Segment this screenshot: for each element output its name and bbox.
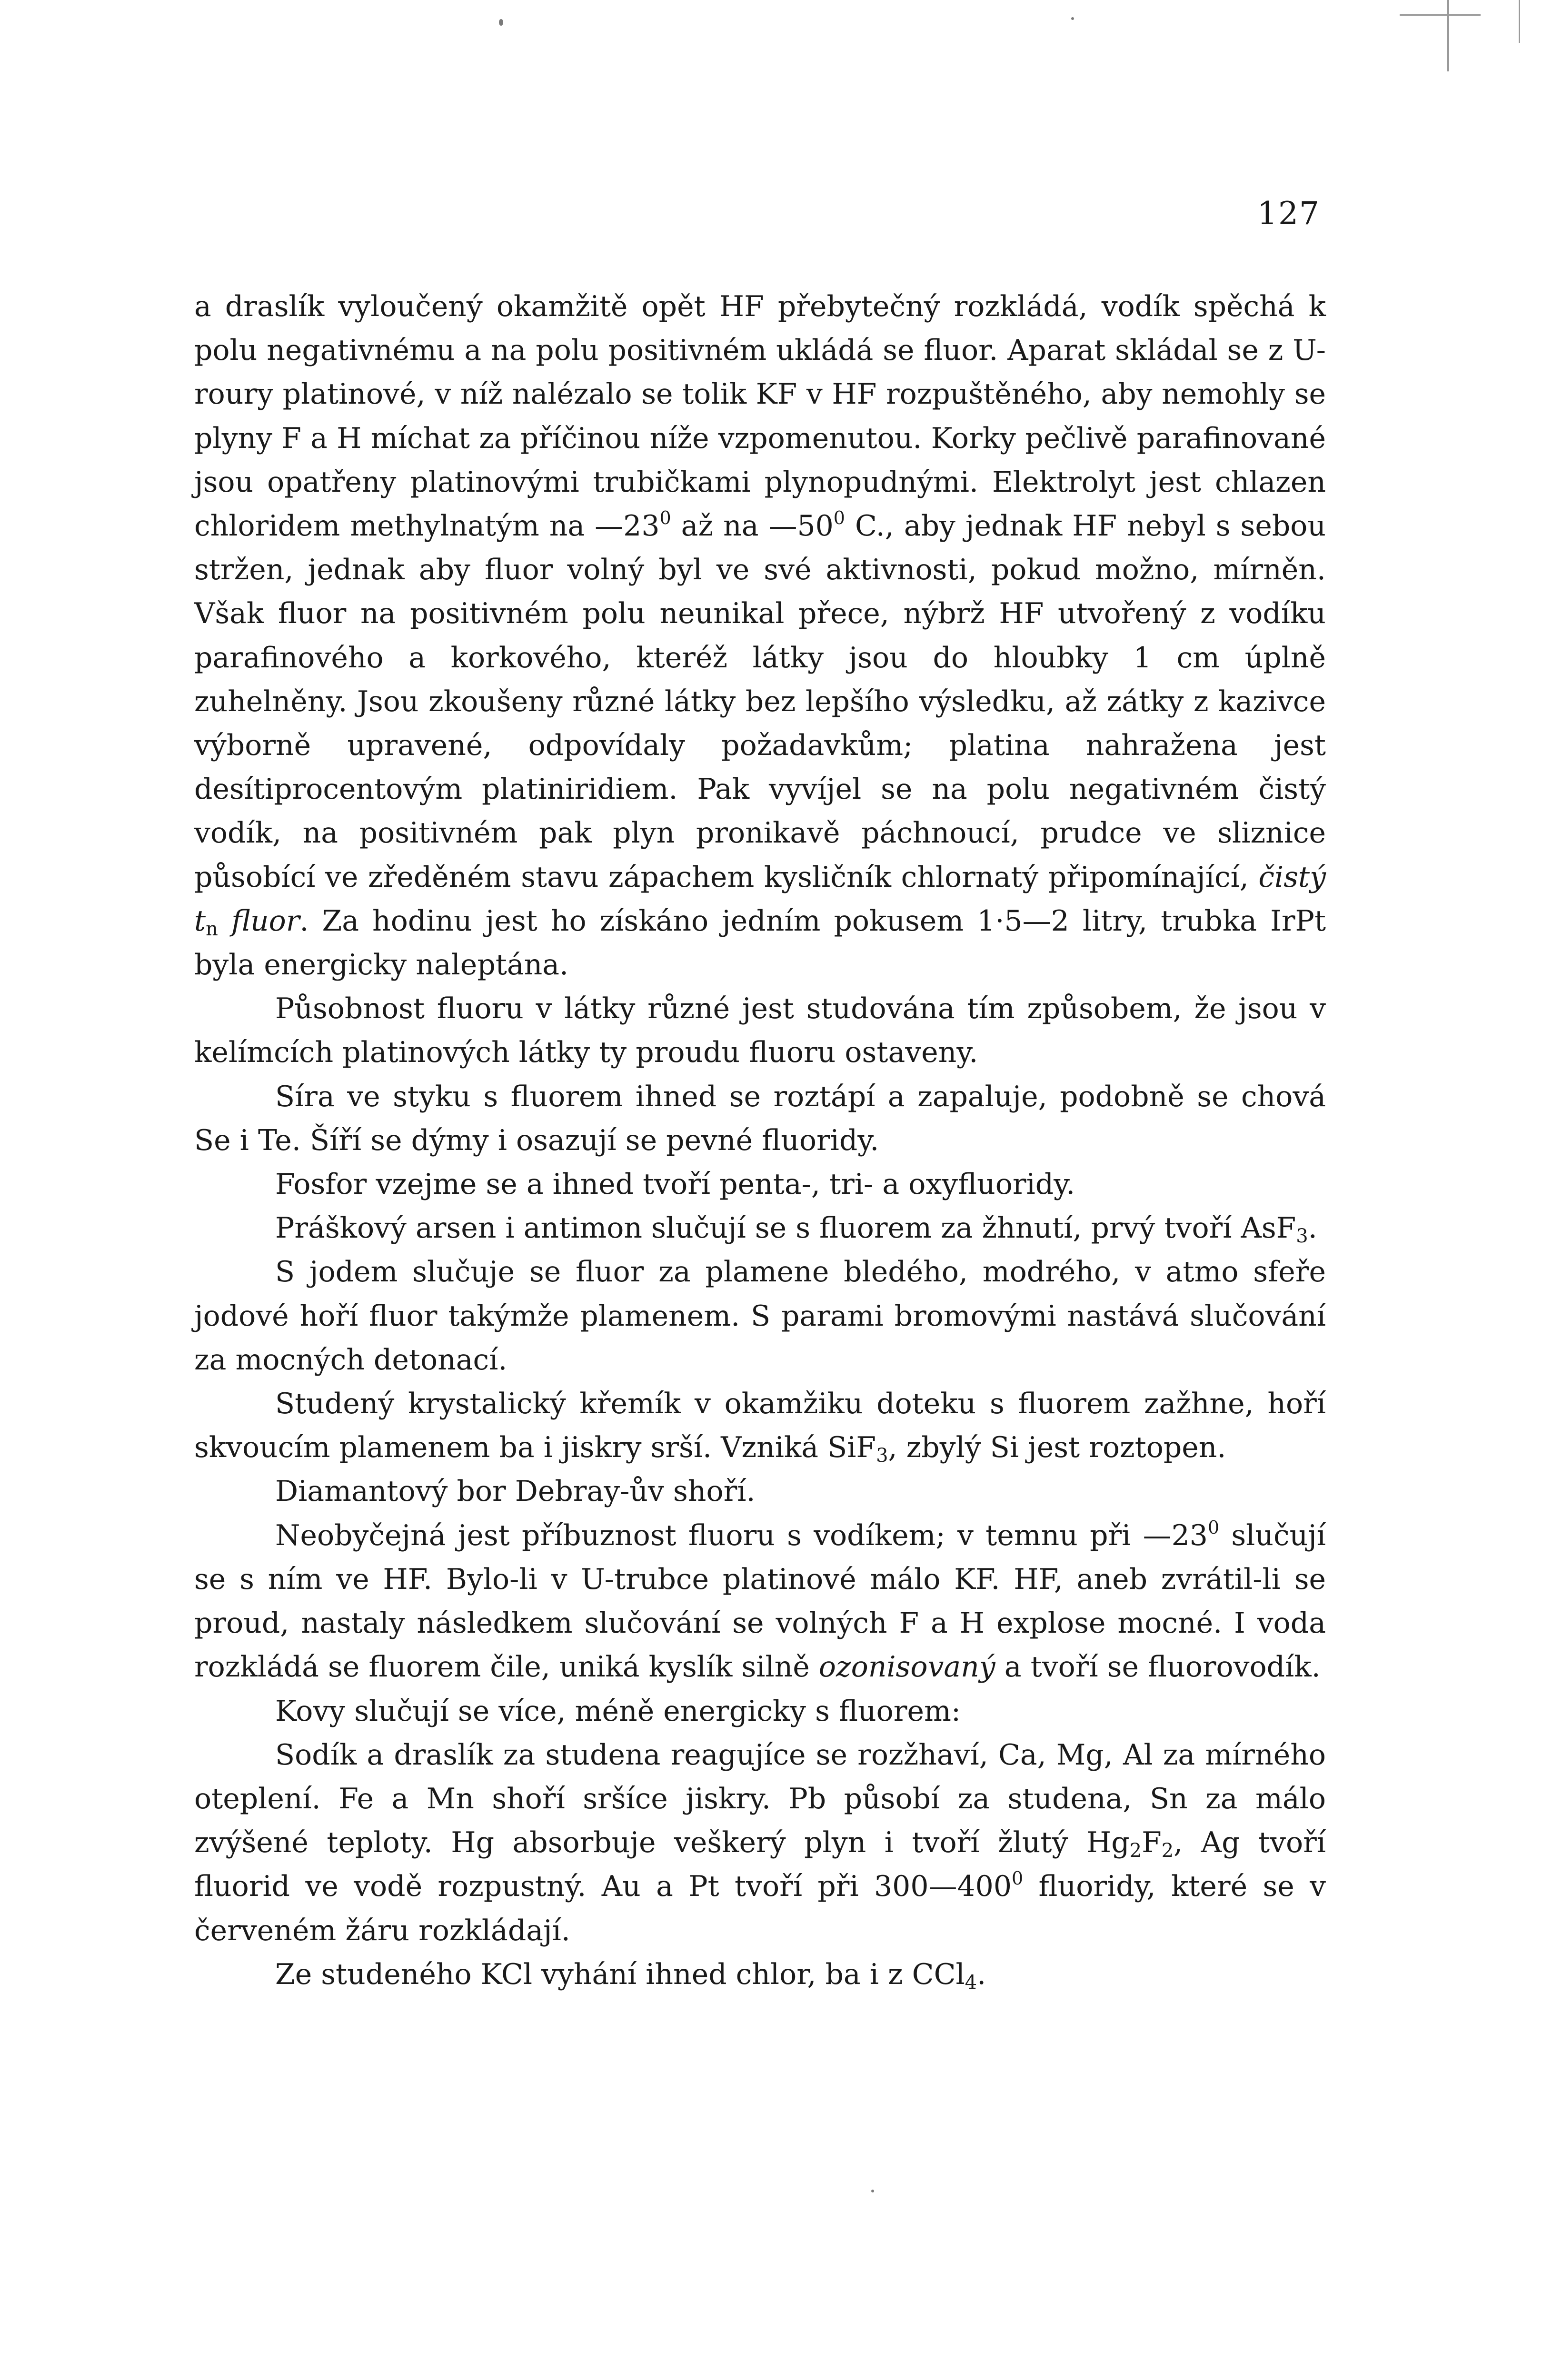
text-run: Fosfor vzejme se a ihned tvoří penta-, tri- a oxyfluoridy. <box>275 1168 1075 1201</box>
text-run: Ze studeného KCl vyhání ihned chlor, ba i z CCl <box>275 1957 965 1991</box>
scan-speck <box>871 2190 874 2192</box>
paragraph <box>194 285 1326 987</box>
paragraph <box>194 1469 1326 1513</box>
paragraph <box>194 1733 1326 1953</box>
paragraph <box>194 1075 1326 1162</box>
text-run: . Za hodinu jest ho získáno jedním pokusem 1·5—2 litry, trubka IrPt byla energicky naleptána. <box>194 904 1326 982</box>
text-run: Neobyčejná jest příbuznost fluoru s vodíkem; v temnu při —23 <box>275 1518 1208 1552</box>
paragraph <box>194 1953 1326 1996</box>
paragraph <box>194 987 1326 1074</box>
text-run: Sodík a draslík za studena reagujíce se rozžhaví, Ca, Mg, Al za mírného oteplení. Fe a Mn shoří sršíce jiskry. Pb působí za studena, Sn za málo zvýšené teploty. Hg absorbuje veškerý plyn i tvoří žlutý Hg <box>194 1738 1326 1860</box>
text-run-em: čistý t <box>194 860 1326 938</box>
text-run-sub: 3 <box>1296 1225 1308 1248</box>
body-text <box>194 285 1326 1996</box>
scan-speck <box>1071 17 1074 20</box>
text-run: Kovy slučují se více, méně energicky s fluorem: <box>275 1694 961 1728</box>
text-run: . <box>1308 1211 1317 1245</box>
text-run-sup: 0 <box>1012 1868 1024 1889</box>
text-run: Diamantový bor Debray-ův shoří. <box>275 1475 756 1508</box>
text-run: , zbylý Si jest roztopen. <box>888 1431 1226 1465</box>
text-run: F <box>1142 1826 1162 1860</box>
text-run-sub: 2 <box>1129 1840 1142 1862</box>
text-run-sub: n <box>206 918 218 940</box>
paragraph <box>194 1206 1326 1250</box>
text-run: Studený krystalický křemík v okamžiku doteku s fluorem zažhne, hoří skvoucím plamenem ba i jiskry srší. Vzniká SiF <box>194 1387 1326 1465</box>
text-run: slučují se s ním ve HF. Bylo-li v U-trubce platinové málo KF. HF, aneb zvrátil-li se proud, nastaly následkem slučování se volných F a H explose mocné. I voda rozkládá se fluorem čile, uniká kyslík silně <box>194 1518 1326 1684</box>
scan-speck <box>499 19 503 26</box>
paragraph <box>194 1689 1326 1733</box>
page-number: 127 <box>1257 195 1320 232</box>
paragraph <box>194 1162 1326 1206</box>
paragraph <box>194 1514 1326 1689</box>
text-run-sup: 0 <box>833 507 845 529</box>
text-run-sup: 0 <box>1207 1517 1220 1538</box>
text-run-sub: 4 <box>965 1971 977 1993</box>
scan-edge-mark <box>1400 14 1481 16</box>
text-run: Práškový arsen i antimon slučují se s fluorem za žhnutí, prvý tvoří AsF <box>275 1211 1296 1245</box>
paragraph <box>194 1250 1326 1382</box>
text-run <box>218 904 231 938</box>
scan-edge-mark <box>1519 0 1520 43</box>
text-run-sub: 2 <box>1161 1840 1174 1862</box>
text-run-sub: 3 <box>876 1445 888 1467</box>
text-run: C., aby jednak HF nebyl s sebou stržen, jednak aby fluor volný byl ve své aktivnosti, pokud možno, mírněn. Však fluor na positivném polu neunikal přece, nýbrž HF utvořený z vodíku parafinového a korkového, kteréž látky jsou do hloubky 1 cm úplně zuhelněny. Jsou zkoušeny různé látky bez lepšího výsledku, až zátky z kazivce výborně upravené, odpovídaly požadavkům; platina nahražena jest desítiprocentovým platiniridiem. Pak vyvíjel se na polu negativném čistý vodík, na positivném pak plyn pronikavě páchnoucí, prudce ve sliznice působící ve zředěném stavu zápachem kysličník chlornatý připomínající, <box>194 509 1326 894</box>
text-run: , Ag tvoří fluorid ve vodě rozpustný. Au a Pt tvoří při 300—400 <box>194 1826 1326 1904</box>
paragraph <box>194 1382 1326 1469</box>
text-run: Síra ve styku s fluorem ihned se roztápí a zapaluje, podobně se chová Se i Te. Šíří se dýmy i osazují se pevné fluoridy. <box>194 1080 1326 1157</box>
text-run: a tvoří se fluorovodík. <box>995 1650 1321 1684</box>
text-run-sup: 0 <box>659 507 671 529</box>
text-run: až na —50 <box>671 509 834 543</box>
text-run: a draslík vyloučený okamžitě opět HF přebytečný rozkládá, vodík spěchá k polu negativnému a na polu positivném ukládá se fluor. Aparat skládal se z U-roury platinové, v níž nalézalo se tolik KF v HF rozpuštěného, aby nemohly se plyny F a H míchat za příčinou níže vzpomenutou. Korky pečlivě parafinované jsou opatřeny platinovými trubičkami plynopudnými. Elektrolyt jest chlazen chloridem methylnatým na —23 <box>194 290 1326 543</box>
text-run: S jodem slučuje se fluor za plamene bledého, modrého, v atmo sfeře jodové hoří fluor takýmže plamenem. S parami bromovými nastává slučování za mocných detonací. <box>194 1255 1326 1377</box>
scan-edge-mark <box>1447 0 1449 71</box>
text-run: Působnost fluoru v látky různé jest studována tím způsobem, že jsou v kelímcích platinových látky ty proudu fluoru ostaveny. <box>194 992 1326 1070</box>
text-run: fluoridy, které se v červeném žáru rozkládají. <box>194 1870 1326 1947</box>
text-run: . <box>977 1957 986 1991</box>
text-run-em: ozonisovaný <box>818 1650 995 1684</box>
text-run-em: fluor <box>231 904 300 938</box>
